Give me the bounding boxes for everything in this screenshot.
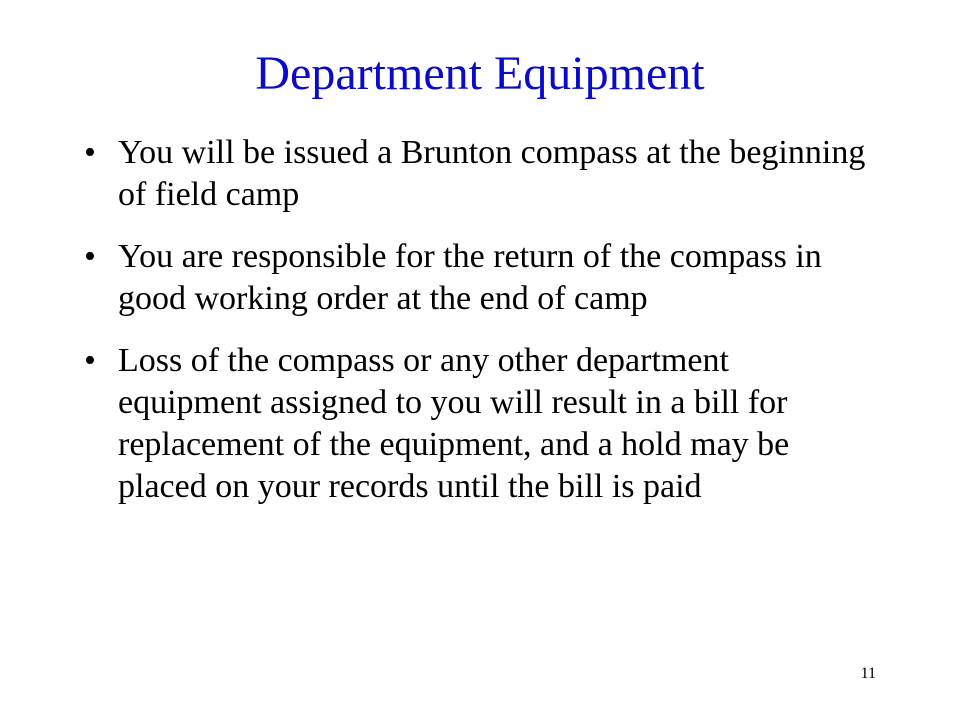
- bullet-icon: •: [84, 238, 96, 275]
- bullet-list: [84, 132, 874, 508]
- bullet-text: You are responsible for the return of the compass in good working order at the end of camp: [118, 238, 822, 317]
- bullet-text: You will be issued a Brunton compass at the beginning of field camp: [118, 134, 866, 213]
- page-number: 11: [860, 665, 876, 682]
- slide-title: Department Equipment: [255, 47, 705, 100]
- bullet-icon: •: [84, 134, 96, 171]
- bullet-text: Loss of the compass or any other department equipment assigned to you will result in a bill for replacement of the equipment, and a hold may be placed on your records until the bill is paid: [118, 342, 790, 505]
- bullet-item: [84, 236, 874, 320]
- bullet-item: [84, 340, 874, 508]
- bullet-icon: •: [84, 342, 96, 379]
- bullet-item: [84, 132, 874, 216]
